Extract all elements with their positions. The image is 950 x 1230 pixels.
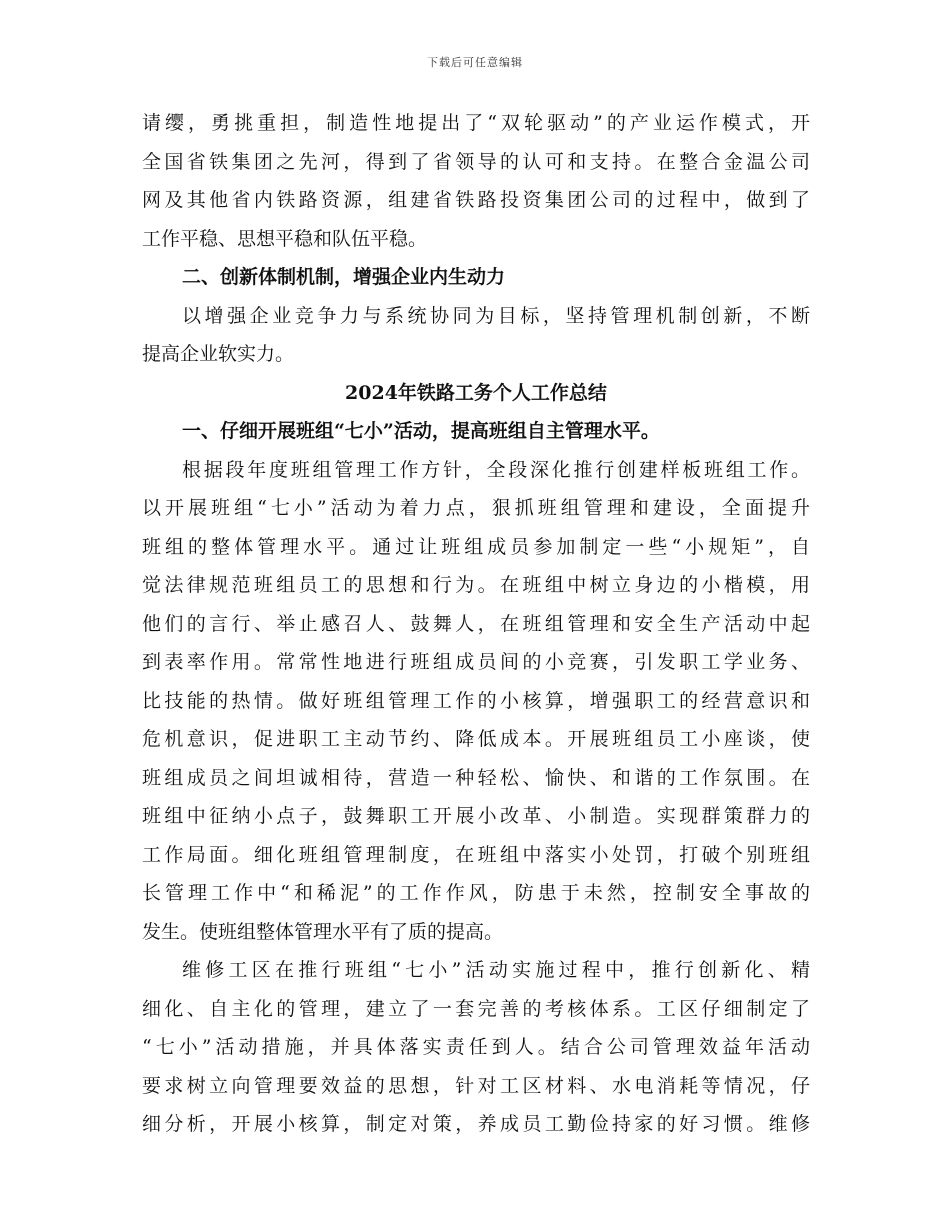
paragraph-line: 提高企业软实力。 — [142, 343, 295, 365]
paragraph-line: 要求树立向管理要效益的思想，针对工区材料、水电消耗等情况，仔 — [142, 1074, 810, 1097]
paragraph-line: 工作局面。细化班组管理制度，在班组中落实小处罚，打破个别班组 — [142, 843, 810, 866]
paragraph-line: 网及其他省内铁路资源，组建省铁路投资集团公司的过程中，做到了 — [142, 189, 810, 211]
paragraph-line: 班组的整体管理水平。通过让班组成员参加制定一些“小规矩”，自 — [142, 535, 810, 558]
document-body — [142, 104, 810, 1144]
section-heading: 二、创新体制机制，增强企业内生动力 — [182, 266, 506, 288]
paragraph-line: 他们的言行、举止感召人、鼓舞人，在班组管理和安全生产活动中起 — [142, 612, 810, 635]
paragraph-line: “七小”活动措施，并具体落实责任到人。结合公司管理效益年活动 — [142, 1036, 810, 1058]
paragraph-line: 维修工区在推行班组“七小”活动实施过程中，推行创新化、精 — [182, 959, 810, 981]
paragraph-line: 细分析，开展小核算，制定对策，养成员工勤俭持家的好习惯。维修 — [142, 1113, 810, 1135]
paragraph-line: 工作平稳、思想平稳和队伍平稳。 — [142, 227, 428, 250]
paragraph-line: 以开展班组“七小”活动为着力点，狠抓班组管理和建设，全面提升 — [142, 497, 810, 519]
paragraph-line: 觉法律规范班组员工的思想和行为。在班组中树立身边的小楷模，用 — [142, 574, 810, 596]
document-title: 2024年铁路工务个人工作总结 — [345, 381, 607, 404]
paragraph-line: 请缨，勇挑重担，制造性地提出了“双轮驱动”的产业运作模式，开 — [142, 112, 810, 134]
paragraph-line: 长管理工作中“和稀泥”的工作作风，防患于未然，控制安全事故的 — [142, 882, 810, 904]
paragraph-line: 根据段年度班组管理工作方针，全段深化推行创建样板班组工作。 — [182, 458, 810, 481]
paragraph-line: 细化、自主化的管理，建立了一套完善的考核体系。工区仔细制定了 — [142, 997, 810, 1020]
section-heading: 一、仔细开展班组“七小”活动，提高班组自主管理水平。 — [182, 420, 660, 442]
paragraph-line: 比技能的热情。做好班组管理工作的小核算，增强职工的经营意识和 — [142, 689, 810, 712]
paragraph-line: 以增强企业竞争力与系统协同为目标，坚持管理机制创新，不断 — [182, 304, 810, 327]
paragraph-line: 到表率作用。常常性地进行班组成员间的小竞赛，引发职工学业务、 — [142, 651, 810, 673]
paragraph-line: 发生。使班组整体管理水平有了质的提高。 — [142, 920, 504, 943]
page-header-note: 下载后可任意编辑 — [427, 56, 523, 69]
paragraph-line: 班组成员之间坦诚相待，营造一种轻松、愉快、和谐的工作氛围。在 — [142, 766, 810, 789]
paragraph-line: 全国省铁集团之先河，得到了省领导的认可和支持。在整合金温公司 — [142, 150, 810, 173]
paragraph-line: 危机意识，促进职工主动节约、降低成本。开展班组员工小座谈，使 — [142, 728, 810, 750]
paragraph-line: 班组中征纳小点子，鼓舞职工开展小改革、小制造。实现群策群力的 — [142, 805, 810, 827]
